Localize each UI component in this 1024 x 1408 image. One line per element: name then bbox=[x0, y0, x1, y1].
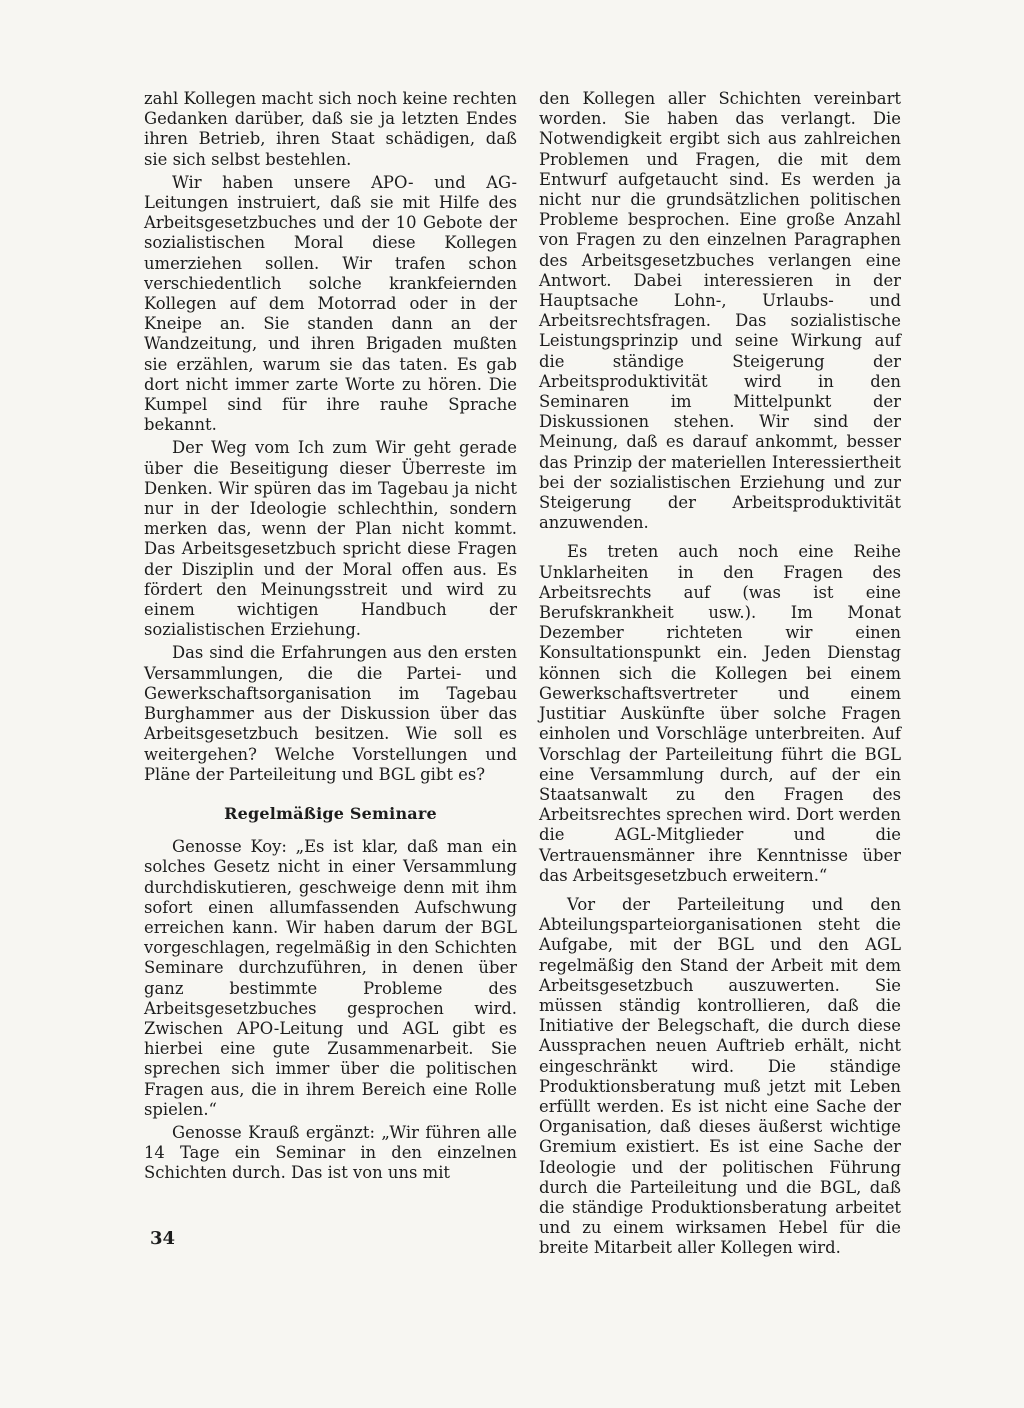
paragraph: Wir haben unsere APO- und AG-Leitungen instruiert, daß sie mit Hilfe des Arbeitsgesetzbuches und der 10 Gebote der sozialistischen Moral diese Kollegen umerziehen sollen. Wir trafen schon verschiedentlich solche krankfeiernden Kollegen auf dem Motorrad oder in der Kneipe an. Sie standen dann an der Wandzeitung, und ihren Brigaden mußten sie erzählen, warum sie das taten. Es gab dort nicht immer zarte Worte zu hören. Die Kumpel sind für ihre rauhe Sprache bekannt. bbox=[144, 172, 517, 435]
right-column bbox=[539, 89, 901, 1259]
paragraph: den Kollegen aller Schichten vereinbart worden. Sie haben das verlangt. Die Notwendigkeit ergibt sich aus zahlreichen Problemen und Fragen, die mit dem Entwurf aufgetaucht sind. Es werden ja nicht nur die grundsätzlichen politischen Probleme besprochen. Eine große Anzahl von Fragen zu den einzelnen Paragraphen des Arbeitsgesetzbuches verlangen eine Antwort. Dabei interessieren in der Hauptsache Lohn-, Urlaubs- und Arbeitsrechtsfragen. Das sozialistische Leistungsprinzip und seine Wirkung auf die ständige Steigerung der Arbeitsproduktivität wird in den Seminaren im Mittelpunkt der Diskussionen stehen. Wir sind der Meinung, daß es darauf ankommt, besser das Prinzip der materiellen Interessiertheit bei der sozialistischen Erziehung und zur Steigerung der Arbeitsproduktivität anzuwenden. bbox=[539, 89, 901, 533]
section-heading: Regelmäßige Seminare bbox=[224, 803, 437, 823]
page-number: 34 bbox=[150, 1228, 176, 1249]
paragraph: zahl Kollegen macht sich noch keine rechten Gedanken darüber, daß sie ja letzten Endes ihren Betrieb, ihren Staat schädigen, daß sie sich selbst bestehlen. bbox=[144, 89, 517, 169]
paragraph: Der Weg vom Ich zum Wir geht gerade über die Beseitigung dieser Überreste im Denken. Wir spüren das im Tagebau ja nicht nur in der Ideologie schlechthin, sondern merken das, wenn der Plan nicht kommt. Das Arbeitsgesetzbuch spricht diese Fragen der Disziplin und der Moral offen aus. Es fördert den Meinungsstreit und wird zu einem wichtigen Handbuch der sozialistischen Erziehung. bbox=[144, 438, 517, 640]
paragraph: Vor der Parteileitung und den Abteilungsparteiorganisationen steht die Aufgabe, mit der BGL und den AGL regelmäßig den Stand der Arbeit mit dem Arbeitsgesetzbuch auszuwerten. Sie müssen ständig kontrollieren, daß die Initiative der Belegschaft, die durch diese Aussprachen neuen Auftrieb erhält, nicht eingeschränkt wird. Die ständige Produktionsberatung muß jetzt mit Leben erfüllt werden. Es ist nicht eine Sache der Organisation, daß dieses äußerst wichtige Gremium existiert. Es ist eine Sache der Ideologie und der politischen Führung durch die Parteileitung und die BGL, daß die ständige Produktionsberatung arbeitet und zu einem wirksamen Hebel für die breite Mitarbeit aller Kollegen wird. bbox=[539, 894, 901, 1258]
paragraph: Es treten auch noch eine Reihe Unklarheiten in den Fragen des Arbeitsrechts auf (was ist eine Berufskrankheit usw.). Im Monat Dezember richteten wir einen Konsultationspunkt ein. Jeden Dienstag können sich die Kollegen bei einem Gewerkschaftsvertreter und einem Justitiar Auskünfte über solche Fragen einholen und Vorschläge unterbreiten. Auf Vorschlag der Parteileitung führt die BGL eine Versammlung durch, auf der ein Staatsanwalt zu den Fragen des Arbeitsrechtes sprechen wird. Dort werden die AGL-Mitglieder und die Vertrauensmänner ihre Kenntnisse über das Arbeitsgesetzbuch erweitern.“ bbox=[539, 542, 901, 885]
paragraph: Das sind die Erfahrungen aus den ersten Versammlungen, die die Partei- und Gewerkschaftsorganisation im Tagebau Burghammer aus der Diskussion über das Arbeitsgesetzbuch besitzen. Wie soll es weitergehen? Welche Vorstellungen und Pläne der Parteileitung und BGL gibt es? bbox=[144, 643, 517, 784]
paragraph: Genosse Koy: „Es ist klar, daß man ein solches Gesetz nicht in einer Versammlung durchdiskutieren, geschweige denn mit ihm sofort einen allumfassenden Aufschwung erreichen kann. Wir haben darum der BGL vorgeschlagen, regelmäßig in den Schichten Seminare durchzuführen, in denen über ganz bestimmte Probleme des Arbeitsgesetzbuches gesprochen wird. Zwischen APO-Leitung und AGL gibt es hierbei eine gute Zusammenarbeit. Sie sprechen sich immer über die politischen Fragen aus, die in ihrem Bereich eine Rolle spielen.“ bbox=[144, 837, 517, 1119]
paragraph: Genosse Krauß ergänzt: „Wir führen alle 14 Tage ein Seminar in den einzelnen Schichten durch. Das ist von uns mit bbox=[144, 1122, 517, 1183]
left-column bbox=[144, 89, 517, 1184]
